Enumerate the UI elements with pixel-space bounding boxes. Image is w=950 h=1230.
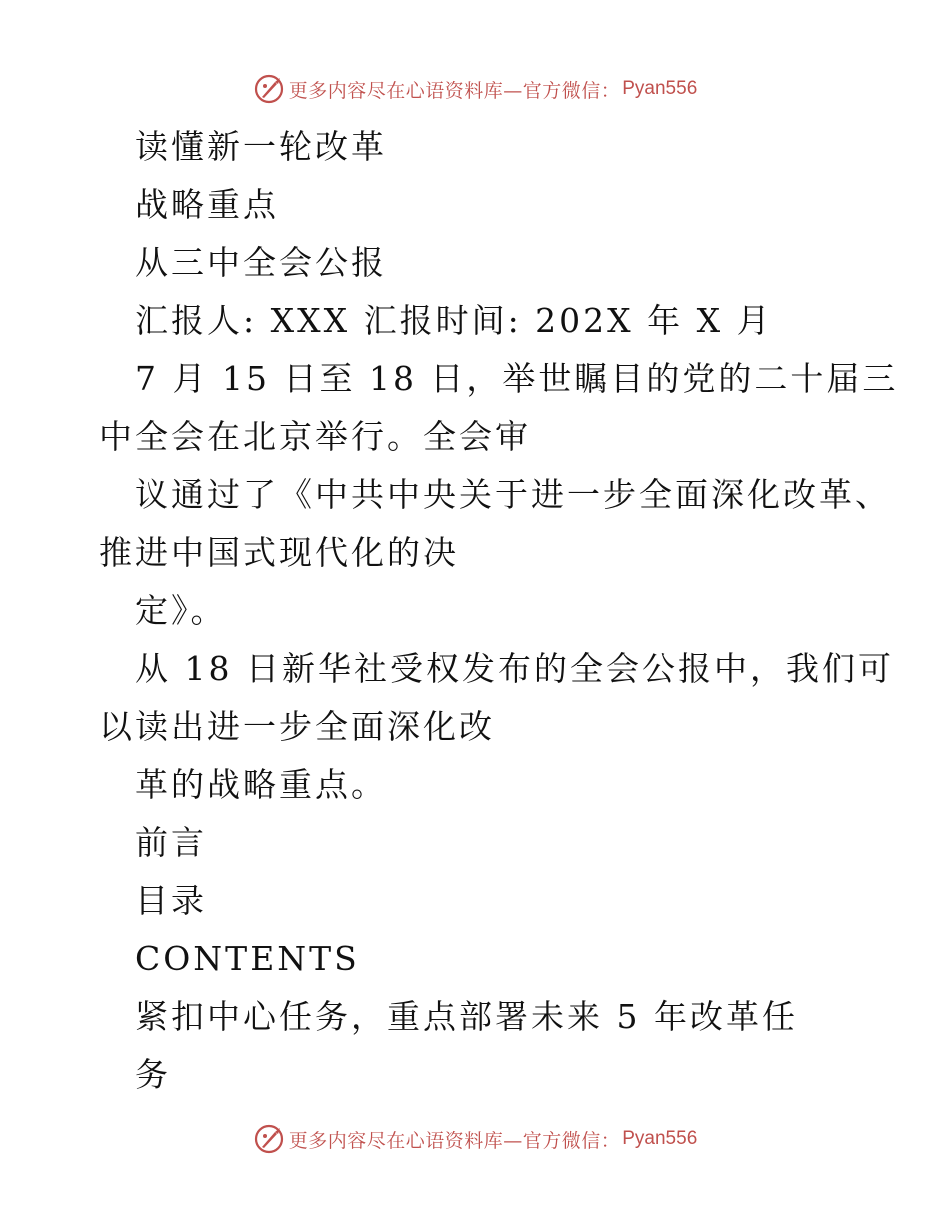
watermark-handle: Pyan556: [622, 1128, 698, 1149]
doc-line-5: 7 月 15 日至 18 日，举世瞩目的党的二十届三: [135, 359, 899, 398]
doc-line-2: 战略重点: [135, 185, 279, 224]
doc-line-12: 革的战略重点。: [135, 765, 387, 804]
doc-line-17: 务: [135, 1055, 171, 1094]
watermark-text: 更多内容尽在心语资料库—官方微信：: [288, 1129, 621, 1152]
doc-line-8: 推进中国式现代化的决: [99, 533, 459, 572]
doc-line-9: 定》。: [135, 591, 227, 630]
watermark-handle: Pyan556: [622, 78, 698, 99]
doc-line-10: 从 18 日新华社受权发布的全会公报中，我们可: [135, 649, 894, 688]
watermark-text: 更多内容尽在心语资料库—官方微信：: [288, 79, 621, 102]
doc-line-4: 汇报人: XXX 汇报时间: 202X 年 X 月: [135, 301, 773, 340]
doc-line-11: 以读出进一步全面深化改: [99, 707, 495, 746]
doc-line-14: 目录: [135, 881, 207, 920]
doc-line-6: 中全会在北京举行。全会审: [99, 417, 531, 456]
doc-line-13: 前言: [135, 823, 207, 862]
doc-line-16: 紧扣中心任务，重点部署未来 5 年改革任: [135, 997, 798, 1036]
doc-line-3: 从三中全会公报: [135, 243, 387, 282]
doc-line-1: 读懂新一轮改革: [135, 127, 387, 166]
doc-line-15: CONTENTS: [135, 939, 360, 978]
header-watermark: [0, 72, 950, 106]
quill-logo-icon: [253, 1123, 285, 1155]
doc-line-7: 议通过了《中共中央关于进一步全面深化改革、: [135, 475, 891, 514]
footer-watermark: [0, 1122, 950, 1156]
quill-logo-icon: [253, 73, 285, 105]
